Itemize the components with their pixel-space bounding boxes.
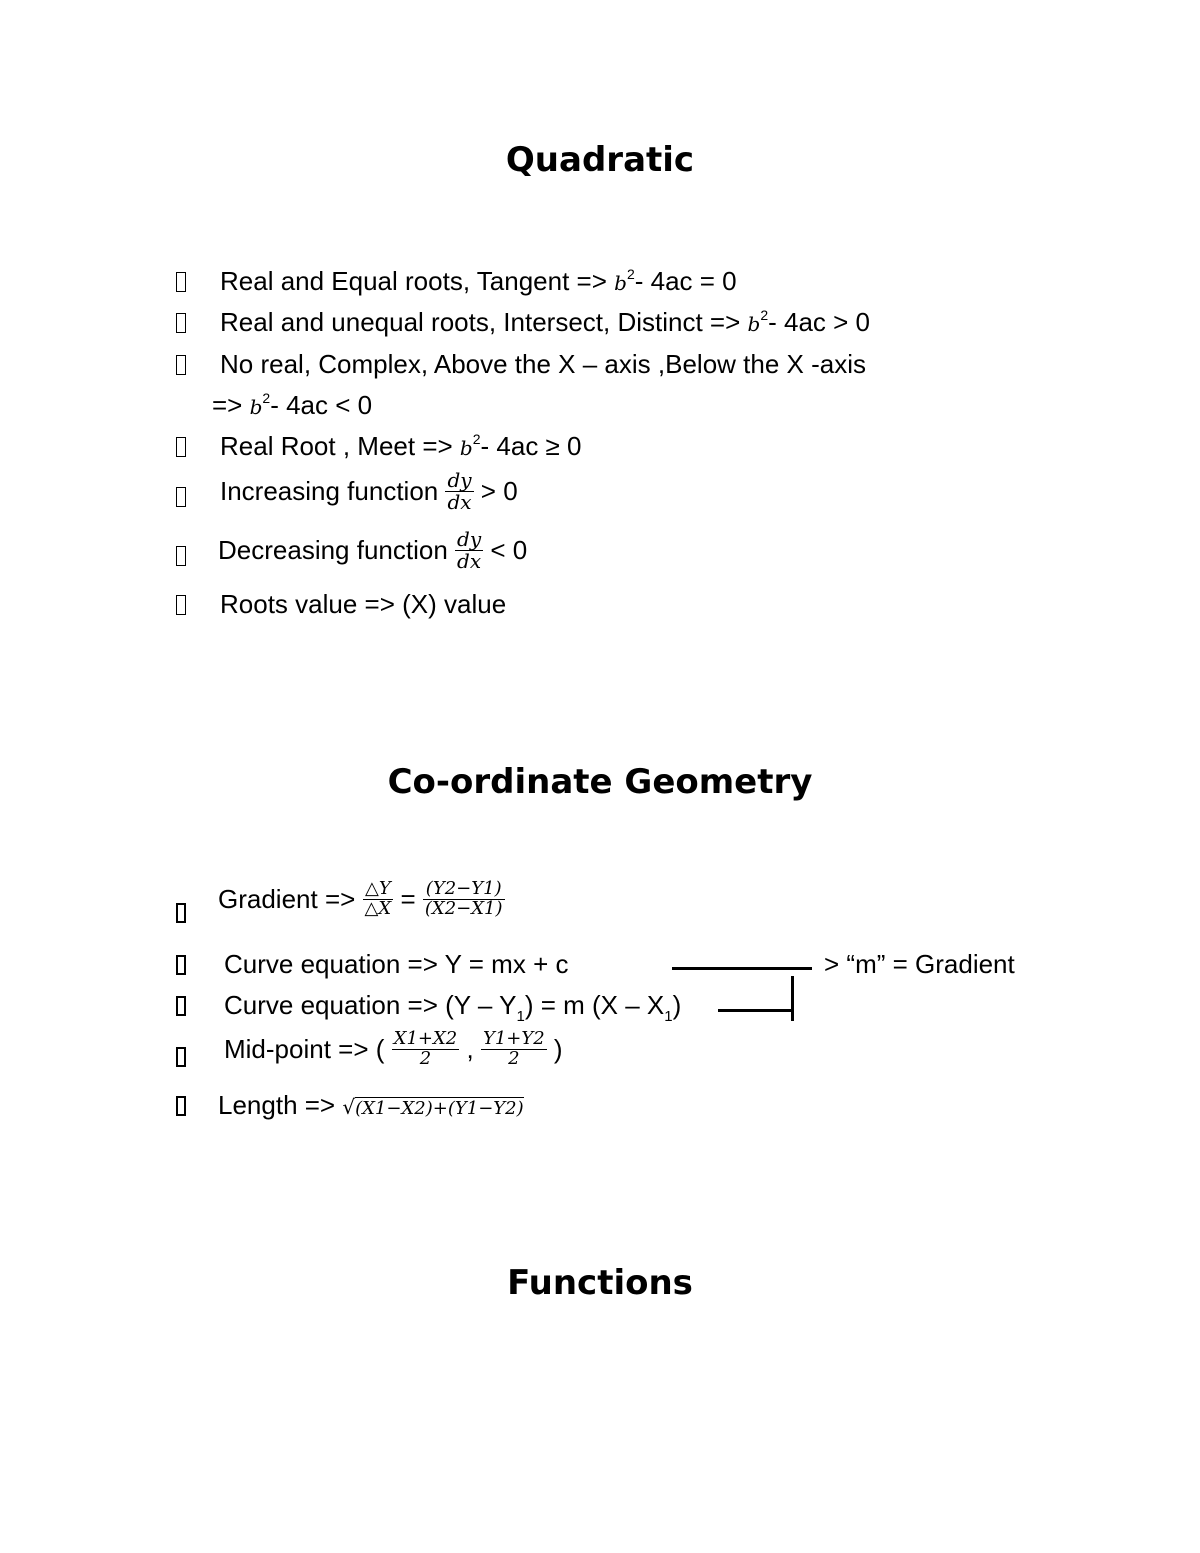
list-item: Decreasing function $\frac{dy}{dx}$ < 0 — [218, 527, 528, 573]
length-formula: Length => √(X1−X2)+(Y1−Y2) — [218, 1090, 524, 1120]
connector-line — [672, 967, 812, 970]
curve-equation-point-form: Curve equation => $(Y - Y_1) = m$ $(X - X_1)$ — [224, 990, 682, 1025]
curve-equation: Curve equation => Y = mx + c — [224, 949, 569, 979]
list-item: Real Root , Meet => $b^2-$ 4ac ≥ 0 — [220, 431, 582, 461]
bullet-icon — [176, 270, 190, 296]
bullet-icon — [176, 901, 190, 927]
section-title-quadratic: Quadratic — [505, 140, 695, 180]
bullet-icon — [176, 544, 190, 570]
list-item: Real and unequal roots, Intersect, Distinct => $b^2-$ 4ac > 0 — [220, 307, 871, 337]
list-item: No real, Complex, Above the X – axis ,Below the X -axis — [220, 349, 866, 379]
midpoint-formula: Mid-point => ( $\frac{X1+X2}{2}$ , $\frac{Y1+Y2}{2}$ ) — [224, 1028, 563, 1069]
list-item: Roots value => (X) value — [220, 589, 507, 619]
bullet-icon — [176, 485, 190, 511]
gradient-note: > “m” = Gradient — [824, 949, 1015, 979]
list-item: Real and Equal roots, Tangent => $b^2-$ 4ac = 0 — [220, 266, 737, 296]
bullet-icon — [176, 994, 190, 1020]
section-title-functions: Functions — [507, 1263, 693, 1303]
bullet-icon — [176, 353, 190, 379]
list-item: Increasing function $\frac{dy}{dx}$ > 0 — [220, 468, 518, 514]
derivative-fraction: $\frac{dy}{dx}$ — [447, 468, 472, 514]
section-title-coordinate-geometry: Co-ordinate Geometry — [387, 762, 813, 802]
connector-line — [718, 1009, 794, 1012]
bullet-icon — [176, 593, 190, 619]
list-item-continuation: => $b^2-$ 4ac < 0 — [212, 390, 373, 420]
derivative-fraction: $\frac{dy}{dx}$ — [457, 527, 482, 573]
bullet-icon — [176, 953, 190, 979]
bullet-icon — [176, 311, 190, 337]
bullet-icon — [176, 1045, 190, 1071]
bullet-icon — [176, 1094, 190, 1120]
bullet-icon — [176, 435, 190, 461]
connector-line-vertical — [791, 976, 794, 1021]
gradient-formula: Gradient => $\frac{\triangle Y}{\triangle X}$ = $\frac{(Y2-Y1)}{(X2-X1)}$ — [218, 878, 503, 919]
